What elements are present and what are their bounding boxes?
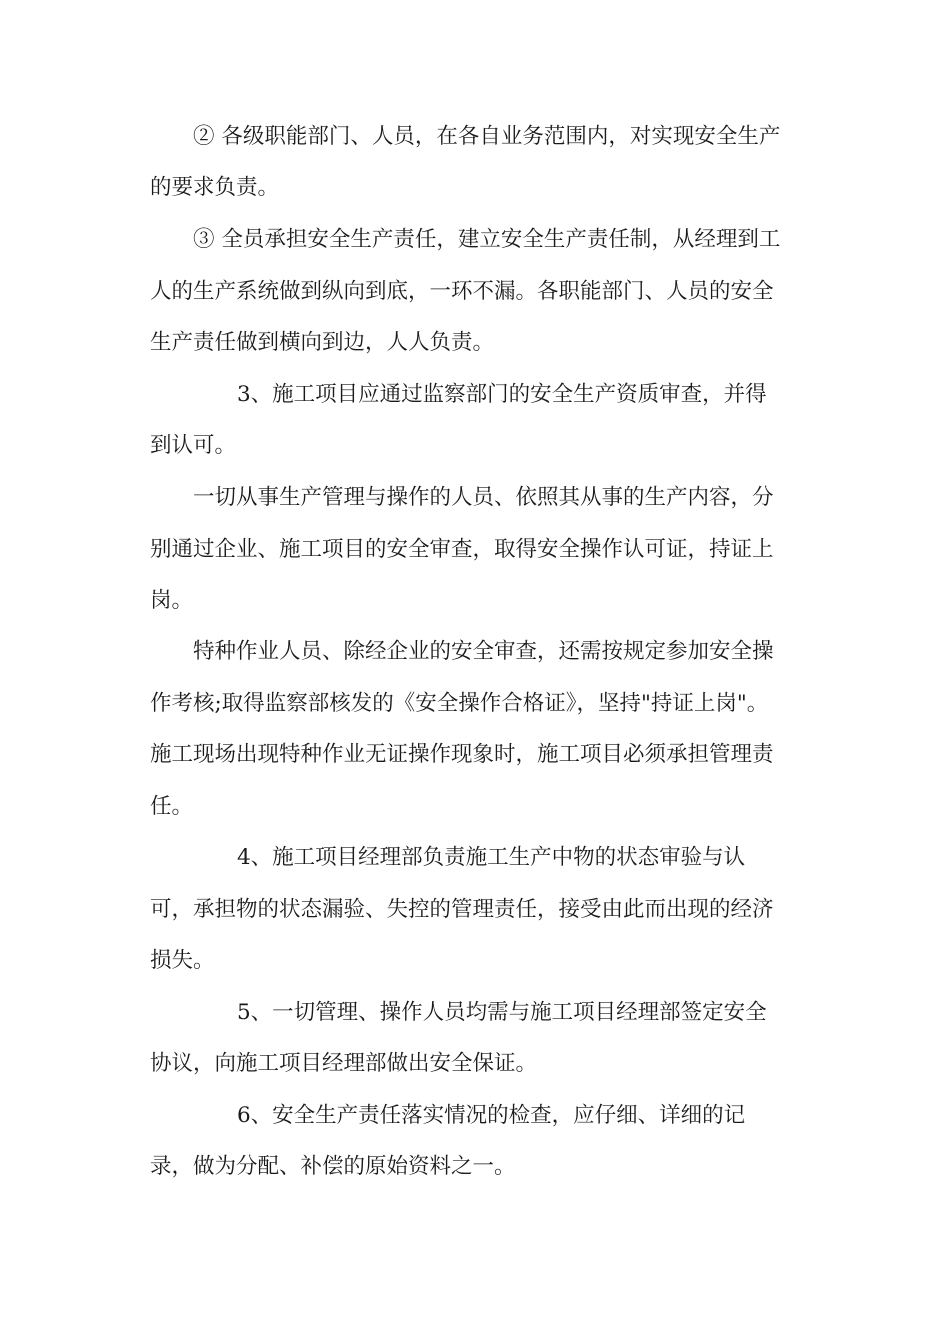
paragraph-2-line-3: 生产责任做到横向到边，人人负责。	[150, 330, 495, 355]
paragraph-5-line-1: 特种作业人员、除经企业的安全审查，还需按规定参加安全操	[193, 639, 774, 664]
paragraph-4-line-2: 别通过企业、施工项目的安全审查，取得安全操作认可证，持证上	[150, 537, 774, 562]
paragraph-8-line-2: 录，做为分配、补偿的原始资料之一。	[150, 1154, 516, 1179]
paragraph-7-line-1: 5、一切管理、操作人员均需与施工项目经理部签定安全	[237, 1000, 767, 1025]
paragraph-2-line-2: 人的生产系统做到纵向到底，一环不漏。各职能部门、人员的安全	[150, 279, 774, 304]
paragraph-8-line-1: 6、安全生产责任落实情况的检查，应仔细、详细的记	[237, 1103, 746, 1128]
paragraph-5-line-4: 任。	[150, 794, 194, 819]
paragraph-4-line-1: 一切从事生产管理与操作的人员、依照其从事的生产内容，分	[193, 485, 774, 510]
paragraph-6-line-3: 损失。	[150, 948, 215, 973]
paragraph-3-line-2: 到认可。	[150, 433, 237, 458]
paragraph-5-line-2: 作考核;取得监察部核发的《安全操作合格证》，坚持"持证上岗"。	[150, 691, 769, 716]
paragraph-1-line-1: ② 各级职能部门、人员，在各自业务范围内，对实现安全生产	[193, 124, 781, 149]
paragraph-5-line-3: 施工现场出现特种作业无证操作现象时，施工项目必须承担管理责	[150, 742, 774, 767]
paragraph-6-line-1: 4、施工项目经理部负责施工生产中物的状态审验与认	[237, 845, 746, 870]
paragraph-3-line-1: 3、施工项目应通过监察部门的安全生产资质审查，并得	[237, 382, 767, 407]
paragraph-7-line-2: 协议，向施工项目经理部做出安全保证。	[150, 1051, 538, 1076]
paragraph-2-line-1: ③ 全员承担安全生产责任，建立安全生产责任制，从经理到工	[193, 227, 781, 252]
paragraph-4-line-3: 岗。	[150, 588, 194, 613]
paragraph-1-line-2: 的要求负责。	[150, 175, 280, 200]
paragraph-6-line-2: 可，承担物的状态漏验、失控的管理责任，接受由此而出现的经济	[150, 897, 774, 922]
